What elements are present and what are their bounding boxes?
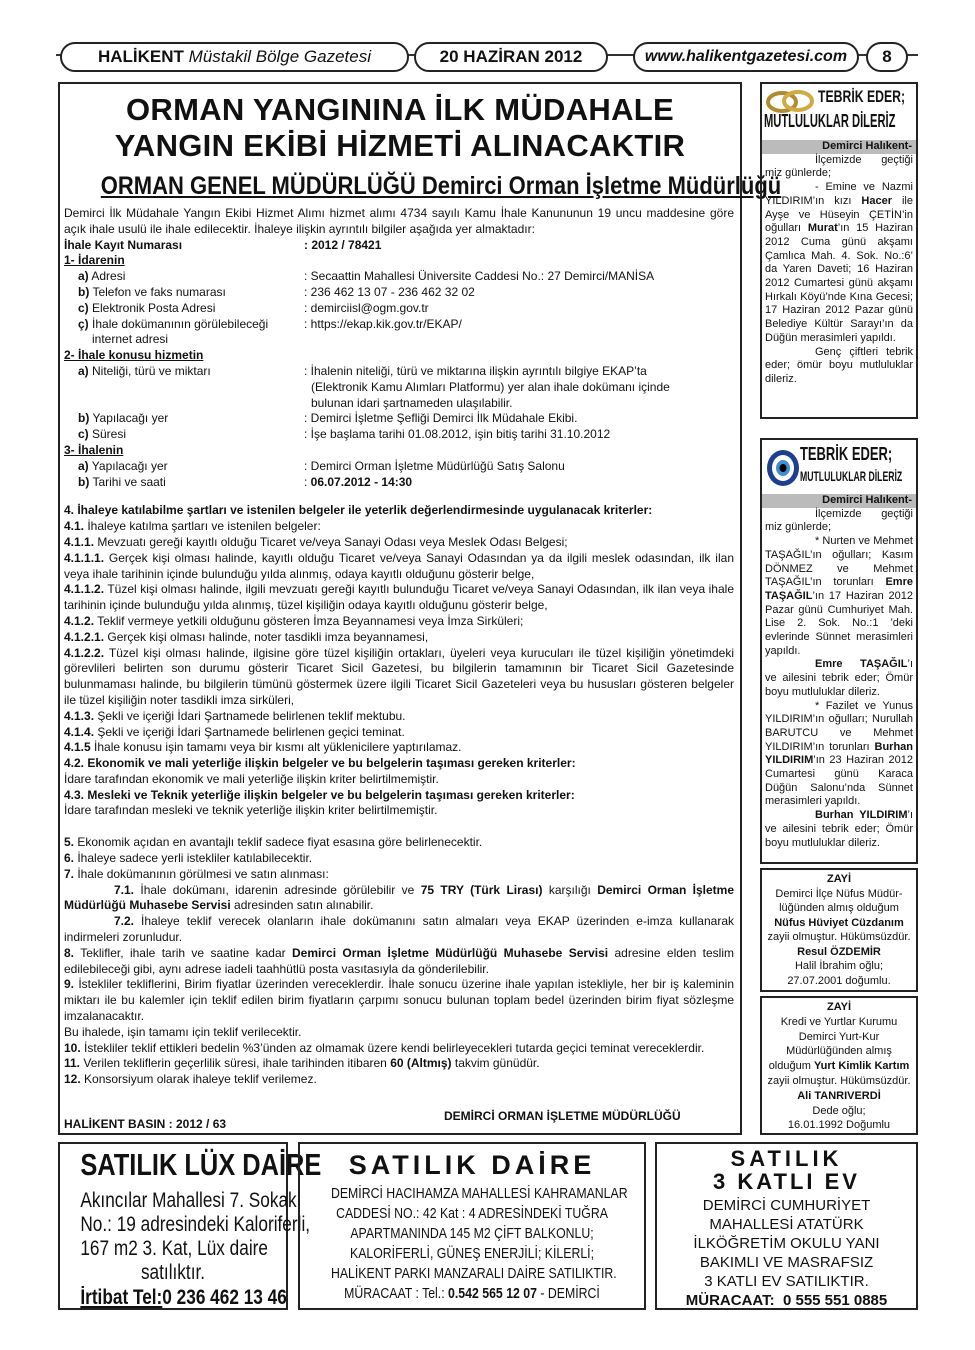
zayi1-line4: zayii olmuştur. Hükümsüzdür. bbox=[767, 931, 911, 943]
p8-text-a: Teklifler, ihale tarih ve saatine kadar bbox=[74, 945, 293, 960]
zayi2-line4b: Yurt Kimlik Kartım bbox=[813, 1060, 910, 1073]
s2b-row bbox=[64, 411, 734, 427]
p413-num: 4.1.3. bbox=[64, 708, 95, 723]
tender-notice bbox=[58, 82, 782, 1135]
tebrik2-name-emre-2: Emre TAŞAĞIL bbox=[815, 658, 908, 671]
basin-number: HALİKENT BASIN : 2012 / 63 bbox=[64, 1117, 227, 1131]
p411-row bbox=[64, 535, 734, 551]
zayi1-line6: Halil İbrahim oğlu; bbox=[794, 960, 884, 972]
tebrik2-text5 bbox=[765, 809, 913, 850]
p4: 4. İhaleye katılabilme şartları ve istenilen belgeler ile yeterlik değerlendirmesinde uygulanacak kriterler: bbox=[64, 503, 653, 518]
ad1-line1: Akıncılar Mahallesi 7. Sokak bbox=[80, 1189, 297, 1212]
tebrik-box-1 bbox=[760, 82, 918, 419]
s1b-value: : 236 462 13 07 - 236 462 32 02 bbox=[304, 284, 475, 299]
p4111-num: 4.1.1.1. bbox=[64, 550, 105, 565]
tebrik2-text2 bbox=[765, 535, 913, 658]
ad1-phone[interactable]: 0 236 462 13 46 bbox=[162, 1286, 287, 1309]
ad2-line5: HALİKENT PARKI MANZARALI DAİRE SATILIKTIR. bbox=[330, 1265, 617, 1282]
tebrik2-text2c: ’ın 17 Haziran 2012 Pazar günü Cumhuriyet Mah. Lise 2. Sok. No.:1 ’deki evlerinde Sünnet merasimleri yapıldı. bbox=[765, 589, 913, 657]
zayi2-line3: Müdürlüğünden almış bbox=[786, 1045, 892, 1058]
tebrik2-name-emre: Emre TAŞAĞIL bbox=[765, 576, 913, 602]
p12-num: 12. bbox=[64, 1072, 81, 1087]
ad3-contact bbox=[657, 1291, 916, 1311]
s2a-pre: a) bbox=[78, 363, 89, 378]
notice-title-2: YANGIN EKİBİ HİZMETİ ALINACAKTIR bbox=[114, 128, 686, 163]
p71-text-a: İhale dokümanı, idarenin adresinde görülebilir ve bbox=[134, 882, 421, 897]
tebrik2-text4 bbox=[765, 700, 913, 810]
ad2-title: SATILIK DAİRE bbox=[348, 1150, 596, 1180]
s2c-pre: c) bbox=[78, 427, 89, 442]
p413-text: Şekli ve içeriği İdari Şartnamede belirlenen teklif mektubu. bbox=[94, 708, 406, 723]
p71-text-c: karşılığı bbox=[542, 882, 598, 897]
p9-row bbox=[64, 977, 734, 1024]
tebrik2-text3b: ’ı ve ailesini tebrik eder; Ömür boyu mutluluklar dileriz. bbox=[765, 658, 913, 698]
tebrik-title-2: TEBRİK EDER; bbox=[800, 444, 893, 464]
zayi2-name: Ali TANRIVERDİ bbox=[797, 1089, 881, 1102]
p8-row bbox=[64, 946, 734, 978]
zayi1-line3: Nüfus Hüviyet Cüzdanım bbox=[774, 916, 904, 929]
tebrik2-text2a: * Nurten ve Mehmet TAŞAĞIL’ın oğulları; Kasım DÖNMEZ ve Mehmet TAŞAĞIL’ın torunları bbox=[765, 535, 913, 589]
s1c-label: Elektronik Posta Adresi bbox=[88, 300, 216, 315]
p9-b: Bu ihalede, işin tamamı için teklif verilecektir. bbox=[64, 1024, 302, 1039]
p6-row bbox=[64, 851, 734, 867]
notice-subtitle: ORMAN GENEL MÜDÜRLÜĞÜ Demirci Orman İşletme Müdürlüğü bbox=[100, 172, 782, 200]
s2c-row bbox=[64, 427, 734, 443]
ad2-contact bbox=[331, 1284, 613, 1304]
ad3-line3: İLKÖĞRETİM OKULU YANI bbox=[693, 1235, 880, 1252]
p4121-row bbox=[64, 630, 734, 646]
zayi2-line2: Demirci Yurt-Kur bbox=[798, 1030, 880, 1043]
s2a-value-3: bulunan idari şartnameden ulaşılabilir. bbox=[311, 395, 513, 410]
p71-price: 75 TRY (Türk Lirası) bbox=[420, 882, 543, 897]
s2c-value: : İşe başlama tarihi 01.08.2012, işin bitiş tarihi 31.10.2012 bbox=[304, 427, 611, 442]
p415-text: İhale konusu işin tamamı veya bir kısmı alt yüklenicilere yaptırılamaz. bbox=[90, 740, 462, 755]
p4122-row bbox=[64, 646, 734, 709]
p41-num: 4.1. bbox=[64, 519, 85, 534]
p415-row bbox=[64, 740, 734, 756]
s2c-label: Süresi bbox=[88, 427, 127, 442]
ad2-line3: APARTMANINDA 145 M2 ÇİFT BALKONLU; bbox=[350, 1225, 594, 1242]
issue-date: 20 HAZİRAN 2012 bbox=[414, 42, 608, 72]
s3b-pre: b) bbox=[78, 474, 90, 489]
tebrik1-text2a: - Emine ve Nazmi YILDIRIM’ın kızı bbox=[765, 181, 913, 207]
s1d-label-2: internet adresi bbox=[92, 332, 169, 347]
ad3-title-2: 3 KATLI EV bbox=[713, 1169, 860, 1194]
s3b-label: Tarihi ve saati bbox=[89, 474, 166, 489]
zayi2-line4 bbox=[762, 1059, 916, 1074]
zayi2-line5: zayii olmuştur. Hükümsüzdür. bbox=[767, 1074, 911, 1087]
page-number: 8 bbox=[866, 42, 908, 72]
tebrik1-name-hacer: Hacer bbox=[861, 194, 892, 207]
s1c-row bbox=[64, 301, 734, 317]
p72-num: 7.2. bbox=[114, 914, 135, 929]
website-link[interactable]: www.halikentgazetesi.com bbox=[633, 42, 859, 72]
tebrik-header-2 bbox=[762, 440, 916, 494]
tebrik1-text3: Genç çiftleri tebrik eder; ömür boyu mutluluklar dileriz. bbox=[765, 345, 913, 385]
p414-num: 4.1.4. bbox=[64, 724, 95, 739]
paper-name-bold: HALİKENT bbox=[97, 47, 184, 66]
ad3-phone[interactable]: 0 555 551 0885 bbox=[782, 1292, 888, 1309]
ad2-contact-city: - DEMİRCİ bbox=[536, 1285, 600, 1302]
tebrik1-text2e: ’ın 15 Haziran 2012 Cuma günü akşamı Çamlıca Mah. 4. Sok. No.:6’ da Yaren Daveti; 16 Haziran 2012 Cumartesi günü akşamı Hırkalı Köyü’nde Kına Gecesi; 17 Haziran 2012 Pazar günü Belediye Kültür Sarayı’ın da Düğün merasimleri yapıldı. bbox=[765, 222, 913, 344]
p71-office: Demirci Orman İşletme Müdürlüğü Muhasebe Servisi bbox=[64, 882, 734, 913]
p5-row bbox=[64, 835, 734, 851]
zayi2-line8: 16.01.1992 Doğumlu bbox=[787, 1119, 891, 1132]
ad1-line4: satılıktır. bbox=[140, 1261, 206, 1284]
s1b-row bbox=[64, 285, 734, 301]
p414-text: Şekli ve içeriği İdari Şartnamede belirlenen geçici teminat. bbox=[94, 724, 405, 739]
zayi1-line7: 27.07.2001 doğumlu. bbox=[787, 974, 891, 987]
evil-eye-icon bbox=[765, 446, 801, 488]
ad1-line2: No.: 19 adresindeki Kaloriferli, bbox=[80, 1213, 311, 1236]
p43: 4.3. Mesleki ve Teknik yeterliğe ilişkin belgeler ve bu belgelerin taşıması gereken kriterler: bbox=[64, 787, 575, 802]
kayit-row bbox=[64, 238, 734, 254]
tebrik2-text5b: ’ı ve ailesini tebrik eder; Ömür boyu mutluluklar dileriz. bbox=[765, 809, 913, 849]
p12-row bbox=[64, 1072, 734, 1088]
tebrik-bar-1: Demirci Halıkent- bbox=[762, 140, 916, 154]
s1d-row bbox=[64, 317, 734, 349]
p7-text: İhale dokümanının görülmesi ve satın alınması: bbox=[74, 866, 329, 881]
p412-num: 4.1.2. bbox=[64, 613, 95, 628]
ad2-line1: DEMİRCİ HACIHAMZA MAHALLESİ KAHRAMANLAR bbox=[330, 1185, 628, 1202]
zayi-box-2 bbox=[760, 996, 918, 1135]
ad3-title-1: SATILIK bbox=[730, 1146, 843, 1171]
ad1-contact-label: İrtibat Tel: bbox=[80, 1286, 163, 1309]
notice-intro: Demirci İlk Müdahale Yangın Ekibi Hizmet Alımı hizmet alımı 4734 sayılı Kamu İhale Kanununun 19 uncu maddesine göre açık ihale usulü ile ihale edilecektir. İhaleye ilişkin ayrıntılı bilgiler aşağıda yer almaktadır: bbox=[64, 206, 734, 236]
ad3-line2: MAHALLESİ ATATÜRK bbox=[709, 1216, 864, 1233]
s2a-value-2: (Elektronik Kamu Alımları Platformu) yer alan ihale dokümanı içinde bbox=[311, 379, 670, 394]
p412-row bbox=[64, 614, 734, 630]
ad-lux-daire bbox=[58, 1142, 322, 1310]
p415-num: 4.1.5 bbox=[64, 740, 91, 755]
p11-num: 11. bbox=[64, 1056, 81, 1071]
s3a-row bbox=[64, 459, 734, 475]
ad-satilik-daire bbox=[298, 1142, 646, 1310]
p71-row bbox=[64, 883, 734, 915]
p10-num: 10. bbox=[64, 1040, 81, 1055]
zayi1-line2: lüğünden almış olduğum bbox=[779, 902, 899, 914]
s1b-label: Telefon ve faks numarası bbox=[89, 284, 226, 299]
p10-text: İstekliler teklif ettikleri bedelin %3’ünden az olmamak üzere kendi belirleyecekleri tutarda geçici teminat vereceklerdir. bbox=[80, 1040, 705, 1055]
notice-signature: DEMİRCİ ORMAN İŞLETME MÜDÜRLÜĞÜ bbox=[444, 1109, 681, 1123]
zayi2-line1: Kredi ve Yurtlar Kurumu bbox=[780, 1015, 898, 1028]
s1b-pre: b) bbox=[78, 284, 90, 299]
p5-num: 5. bbox=[64, 835, 75, 850]
tebrik-header-1 bbox=[762, 84, 916, 140]
s2b-pre: b) bbox=[78, 411, 90, 426]
ad3-line4: BAKIMLI VE MASRAFSIZ bbox=[699, 1254, 874, 1271]
p5-text: Ekonomik açıdan en avantajlı teklif sadece fiyat esasına göre belirlenecektir. bbox=[74, 835, 483, 850]
tebrik2-text1: İlçemizde geçtiği miz günlerde; bbox=[765, 507, 913, 534]
p4112-num: 4.1.1.2. bbox=[64, 582, 105, 597]
ad3-contact-label: MÜRACAAT: bbox=[685, 1292, 775, 1309]
s3a-label: Yapılacağı yer bbox=[88, 458, 168, 473]
notice-body bbox=[60, 206, 740, 1088]
p4112-row bbox=[64, 582, 734, 614]
ad2-contact-label: MÜRACAAT : Tel.: bbox=[344, 1285, 449, 1302]
paper-name bbox=[60, 42, 409, 72]
p9-num: 9. bbox=[64, 977, 75, 992]
tebrik2-text4c: ’ın 23 Haziran 2012 Cumartesi günü Karaca Düğün Salonu’nda Sünnet merasimleri yapıldı. bbox=[765, 754, 913, 808]
p9-text: İstekliler tekliflerini, Birim fiyatlar üzerinden vereceklerdir. İhale sonucu üzerine ihale yapılan istekliyle, her bir iş kaleminin miktarı ile bu kalemler için teklif edilen birim fiyatların çarpımı sonucu bulunan toplam bedel üzerinden birim fiyat sözleşme imzalanacaktır. bbox=[64, 977, 734, 1024]
p43-text: İdare tarafından mesleki ve teknik yeterliğe ilişkin kriter belirtilmemiştir. bbox=[64, 803, 438, 818]
p41-row bbox=[64, 519, 734, 535]
s1c-pre: c) bbox=[78, 300, 89, 315]
s1d-pre: ç) bbox=[78, 316, 89, 331]
p8-text-c: adresine elden teslim edilebileceği gibi, aynı adrese iadeli taahhütlü posta vasıtasıyla da gönderilebilir. bbox=[64, 945, 734, 976]
p4121-num: 4.1.2.1. bbox=[64, 629, 105, 644]
tebrik2-text3 bbox=[765, 658, 913, 699]
zayi1-title: ZAYİ bbox=[826, 873, 852, 885]
zayi2-line7: Dede oğlu; bbox=[812, 1104, 866, 1117]
s3b-row: b) Tarihi ve saati : 06.07.2012 - 14:30 bbox=[78, 474, 413, 489]
paper-name-italic: Müstakil Bölge Gazetesi bbox=[188, 47, 372, 66]
p7-row bbox=[64, 867, 734, 883]
s3b-value: 06.07.2012 - 14:30 bbox=[310, 474, 413, 489]
p411-num: 4.1.1. bbox=[64, 534, 95, 549]
s1a-row bbox=[64, 269, 734, 285]
p7-num: 7. bbox=[64, 866, 75, 881]
s3a-pre: a) bbox=[78, 458, 89, 473]
ad-satilik-ev bbox=[655, 1142, 918, 1310]
p11-text-a: Verilen tekliflerin geçerlilik süresi, ihale tarihinden itibaren bbox=[80, 1056, 391, 1071]
s1d-value[interactable]: : https://ekap.kik.gov.tr/EKAP/ bbox=[304, 316, 462, 331]
p42-text: İdare tarafından ekonomik ve mali yeterliğe ilişkin kriter belirtilmemiştir. bbox=[64, 771, 439, 786]
p4111-row bbox=[64, 551, 734, 583]
ad2-line2: CADDESİ NO.: 42 Kat : 4 ADRESİNDEKİ TUĞRA bbox=[336, 1205, 608, 1222]
zayi-box-1 bbox=[760, 868, 918, 992]
tebrik2-name-burhan-2: Burhan YILDIRIM bbox=[815, 809, 908, 822]
tebrik-subtitle-2: MUTLULUKLAR DİLERİZ bbox=[800, 468, 903, 484]
tebrik-title-1: TEBRİK EDER; bbox=[818, 87, 906, 106]
ad1-contact bbox=[80, 1285, 287, 1311]
p41-text: İhaleye katılma şartları ve istenilen belgeler: bbox=[84, 519, 321, 534]
zayi2-title: ZAYİ bbox=[826, 1001, 852, 1013]
s3a-value: : Demirci Orman İşletme Müdürlüğü Satış Salonu bbox=[304, 458, 565, 473]
p42: 4.2. Ekonomik ve mali yeterliğe ilişkin belgeler ve bu belgelerin taşıması gereken kriterler: bbox=[64, 756, 576, 771]
p413-row bbox=[64, 709, 734, 725]
s2b-value: : Demirci İşletme Şefliği Demirci İlk Müdahale Ekibi. bbox=[304, 411, 578, 426]
section-3-title: 3- İhalenin bbox=[64, 442, 124, 457]
p72-text: İhaleye teklif verecek olanların ihale dokümanını satın almaları veya EKAP üzerinden e-imza kullanarak indirmeleri zorunludur. bbox=[64, 914, 734, 945]
p11-row bbox=[64, 1056, 734, 1072]
p4122-text: Tüzel kişi olması halinde, ilgisine göre tüzel kişiliğin ortakları, üyeleri veya kurucuları ile tüzel kişiliğin yönetimdeki görevlileri belirten son durumu gösterir Ticaret Sicil Gazetesi, bu bilgilerin tamamının bir Ticaret Sicil Gazetesinde bulunmaması halinde, bu bilgilerin tümünü göstermek üzere ilgili Ticaret Sicil Gazeteleri veya bu hususları gösteren belgeler ile tüzel kişiliğin noter tasdikli imza sirküleri, bbox=[64, 645, 734, 707]
s1a-pre: a) bbox=[78, 269, 89, 284]
p411-text: Mevzuatı gereği kayıtlı olduğu Ticaret ve/veya Sanayi Odası veya Meslek Odası Belgesi; bbox=[94, 534, 568, 549]
p12-text: Konsorsiyum olarak ihaleye teklif verilemez. bbox=[80, 1072, 317, 1087]
tebrik-bar-2: Demirci Halıkent- bbox=[762, 494, 916, 508]
p72-row bbox=[64, 914, 734, 946]
s2a-label: Niteliği, türü ve miktarı bbox=[88, 363, 211, 378]
ad1-line3: 167 m2 3. Kat, Lüx daire bbox=[80, 1237, 268, 1260]
zayi1-name: Resul ÖZDEMİR bbox=[797, 945, 881, 958]
p11-text-c: takvim günüdür. bbox=[451, 1056, 540, 1071]
section-1-title: 1- İdarenin bbox=[64, 253, 125, 268]
s2a-value-1: : İhalenin niteliği, türü ve miktarına ilişkin ayrıntılı bilgiye EKAP’ta bbox=[304, 363, 647, 378]
tebrik1-text2 bbox=[765, 181, 913, 345]
p4111-text: Gerçek kişi olması halinde, kayıtlı olduğu Ticaret ve/veya Sanayi Odasından ya da ilgili meslek odasından, ilk ilan veya ihale tarihinin içinde bulunduğu yılda alınmış, odaya kayıtlı olduğunu gösterir belge, bbox=[64, 550, 734, 581]
notice-title-1: ORMAN YANGININA İLK MÜDAHALE bbox=[125, 92, 675, 127]
p4121-text: Gerçek kişi olması halinde, noter tasdikli imza beyannamesi, bbox=[104, 629, 429, 644]
ad3-line5: 3 KATLI EV SATILIKTIR. bbox=[704, 1273, 869, 1290]
tebrik1-name-murat: Murat bbox=[807, 222, 838, 235]
tebrik2-name-burhan: Burhan YILDIRIM bbox=[765, 740, 913, 767]
s1a-value: : Secaattin Mahallesi Üniversite Caddesi No.: 27 Demirci/MANİSA bbox=[304, 269, 655, 284]
s2b-label: Yapılacağı yer bbox=[89, 411, 169, 426]
s2a-row bbox=[64, 364, 734, 411]
p4112-text: Tüzel kişi olması halinde, ilgili mevzuatı gereği kayıtlı bulunduğu Ticaret ve/veya Sanayi Odasından, ilk ilan veya ihale tarihinin içinde bulunduğu yılda alınmış, tüzel kişiliğin odaya kayıtlı olduğunu gösterir belge, bbox=[64, 582, 734, 613]
p8-office: Demirci Orman İşletme Müdürlüğü Muhasebe Servisi bbox=[292, 945, 609, 960]
ad2-phone[interactable]: 0.542 565 12 07 bbox=[448, 1285, 537, 1302]
ad2-line4: KALORİFERLİ, GÜNEŞ ENERJİLİ; KİLERLİ; bbox=[349, 1245, 595, 1262]
tebrik-box-2 bbox=[760, 438, 918, 864]
p4122-num: 4.1.2.2. bbox=[64, 645, 105, 660]
p10-row bbox=[64, 1041, 734, 1057]
p412-text: Teklif vermeye yetkili olduğunu gösteren İmza Beyannamesi veya İmza Sirküleri; bbox=[94, 613, 524, 628]
zayi2-line4a: olduğum bbox=[768, 1060, 814, 1073]
kayit-label: İhale Kayıt Numarası bbox=[64, 237, 183, 252]
tebrik1-text2c: ile Ayşe ve Hüseyin ÇETİN’in oğulları bbox=[765, 194, 913, 235]
p6-text: İhaleye sadece yerli istekliler katılabilecektir. bbox=[74, 851, 313, 866]
p11-days: 60 (Altmış) bbox=[390, 1056, 452, 1071]
s1d-label: İhale dokümanının görülebileceği bbox=[88, 316, 269, 331]
p8-num: 8. bbox=[64, 945, 75, 960]
section-2-title: 2- İhale konusu hizmetin bbox=[64, 348, 204, 363]
p414-row bbox=[64, 725, 734, 741]
p71-num: 7.1. bbox=[114, 882, 135, 897]
p6-num: 6. bbox=[64, 851, 75, 866]
s1a-label: Adresi bbox=[88, 269, 126, 284]
kayit-value: : 2012 / 78421 bbox=[304, 237, 382, 252]
ad3-line1: DEMİRCİ CUMHURİYET bbox=[702, 1197, 871, 1214]
ad1-title: SATILIK LÜX DAİRE bbox=[80, 1147, 322, 1182]
s1c-value[interactable]: : demirciisl@ogm.gov.tr bbox=[304, 300, 429, 315]
tebrik2-text4a: * Fazilet ve Yunus YILDIRIM’ın oğulları; Nurullah BARUTCU ve Mehmet YILDIRIM’ın torunları bbox=[765, 699, 913, 753]
p71-text-e: adresinden satın alınabilir. bbox=[230, 898, 374, 913]
tebrik-subtitle-1: MUTLULUKLAR DİLERİZ bbox=[764, 111, 896, 131]
zayi1-line1: Demirci İlçe Nüfus Müdür- bbox=[775, 887, 903, 900]
tebrik1-text1: İlçemizde geçtiği miz günlerde; bbox=[765, 153, 913, 180]
